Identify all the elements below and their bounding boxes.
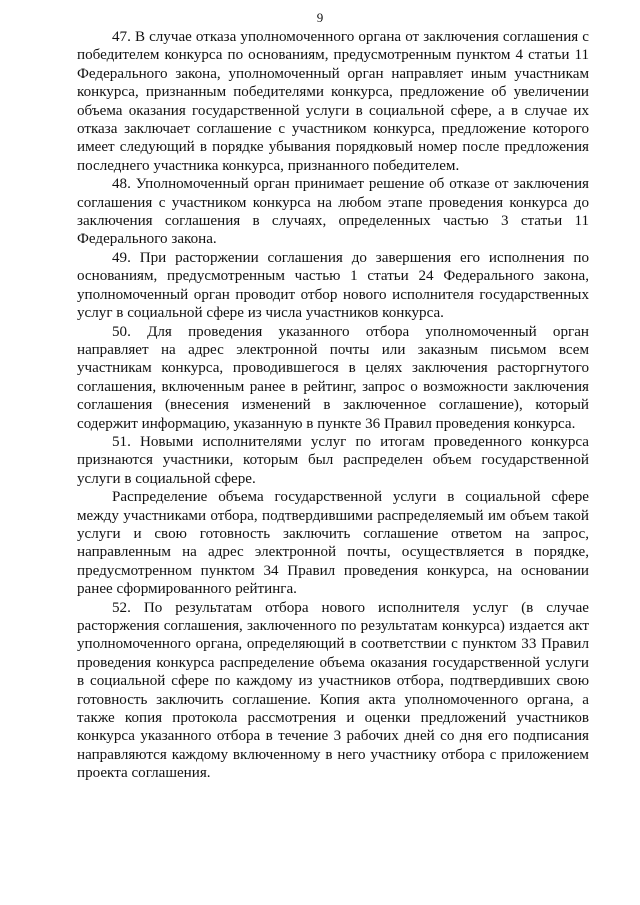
paragraph-50: 50. Для проведения указанного отбора уполномоченный орган направляет на адрес электронной почты или заказным письмом всем участникам конкурса, проводившегося в целях заключения расторгнутого соглашения, включенным ранее в рейтинг, запрос о возможности заключения соглашения (внесения изменений в заключенное соглашение), который содержит информацию, указанную в пункте 36 Правил проведения конкурса. <box>77 323 589 432</box>
paragraph-48: 48. Уполномоченный орган принимает решение об отказе от заключения соглашения с участником конкурса на любом этапе проведения конкурса до заключения соглашения в случаях, определенных частью 3 статьи 11 Федерального закона. <box>77 176 589 248</box>
paragraph-52: 52. По результатам отбора нового исполнителя услуг (в случае расторжения соглашения, заключенного по результатам конкурса) издается акт уполномоченного органа, определяющий в соответствии с пунктом 33 Правил проведения конкурса распределение объема оказания государственной услуги в социальной сфере по каждому из участников отбора, подтвердивших свою готовность заключить соглашение. Копия акта уполномоченного органа, а также копия протокола рассмотрения и оценки предложений участников конкурса указанного отбора в течение 3 рабочих дней со дня его подписания направляются каждому включенному в него участнику отбора с приложением проекта соглашения. <box>77 599 589 782</box>
page-number: 9 <box>316 10 324 25</box>
paragraph-51: 51. Новыми исполнителями услуг по итогам проведенного конкурса признаются участники, которым был распределен объем государственной услуги в социальной сфере. <box>77 433 589 487</box>
paragraph-49: 49. При расторжении соглашения до завершения его исполнения по основаниям, предусмотренным частью 1 статьи 24 Федерального закона, уполномоченный орган проводит отбор нового исполнителя государственных услуг в социальной сфере из числа участников конкурса. <box>77 249 589 322</box>
paragraph-51-continuation: Распределение объема государственной услуги в социальной сфере между участниками отбора, подтвердившими распределяемый им объем такой услуги и свою готовность заключить соглашение ответом на запрос, направленным на адрес электронной почты, осуществляется в порядке, предусмотренном пунктом 34 Правил проведения конкурса, на основании ранее сформированного рейтинга. <box>77 489 589 598</box>
document-body <box>77 28 589 783</box>
paragraph-47: 47. В случае отказа уполномоченного органа от заключения соглашения с победителем конкурса по основаниям, предусмотренным пунктом 4 статьи 11 Федерального закона, уполномоченный орган направляет иным участникам конкурса, признанным победителями конкурса, предложение об увеличении объема оказания государственной услуги в социальной сфере, а в случае их отказа заключает соглашение с участником конкурса, предложение которого имеет следующий в порядке убывания порядковый номер после предложения последнего участника конкурса, признанного победителем. <box>77 29 589 174</box>
